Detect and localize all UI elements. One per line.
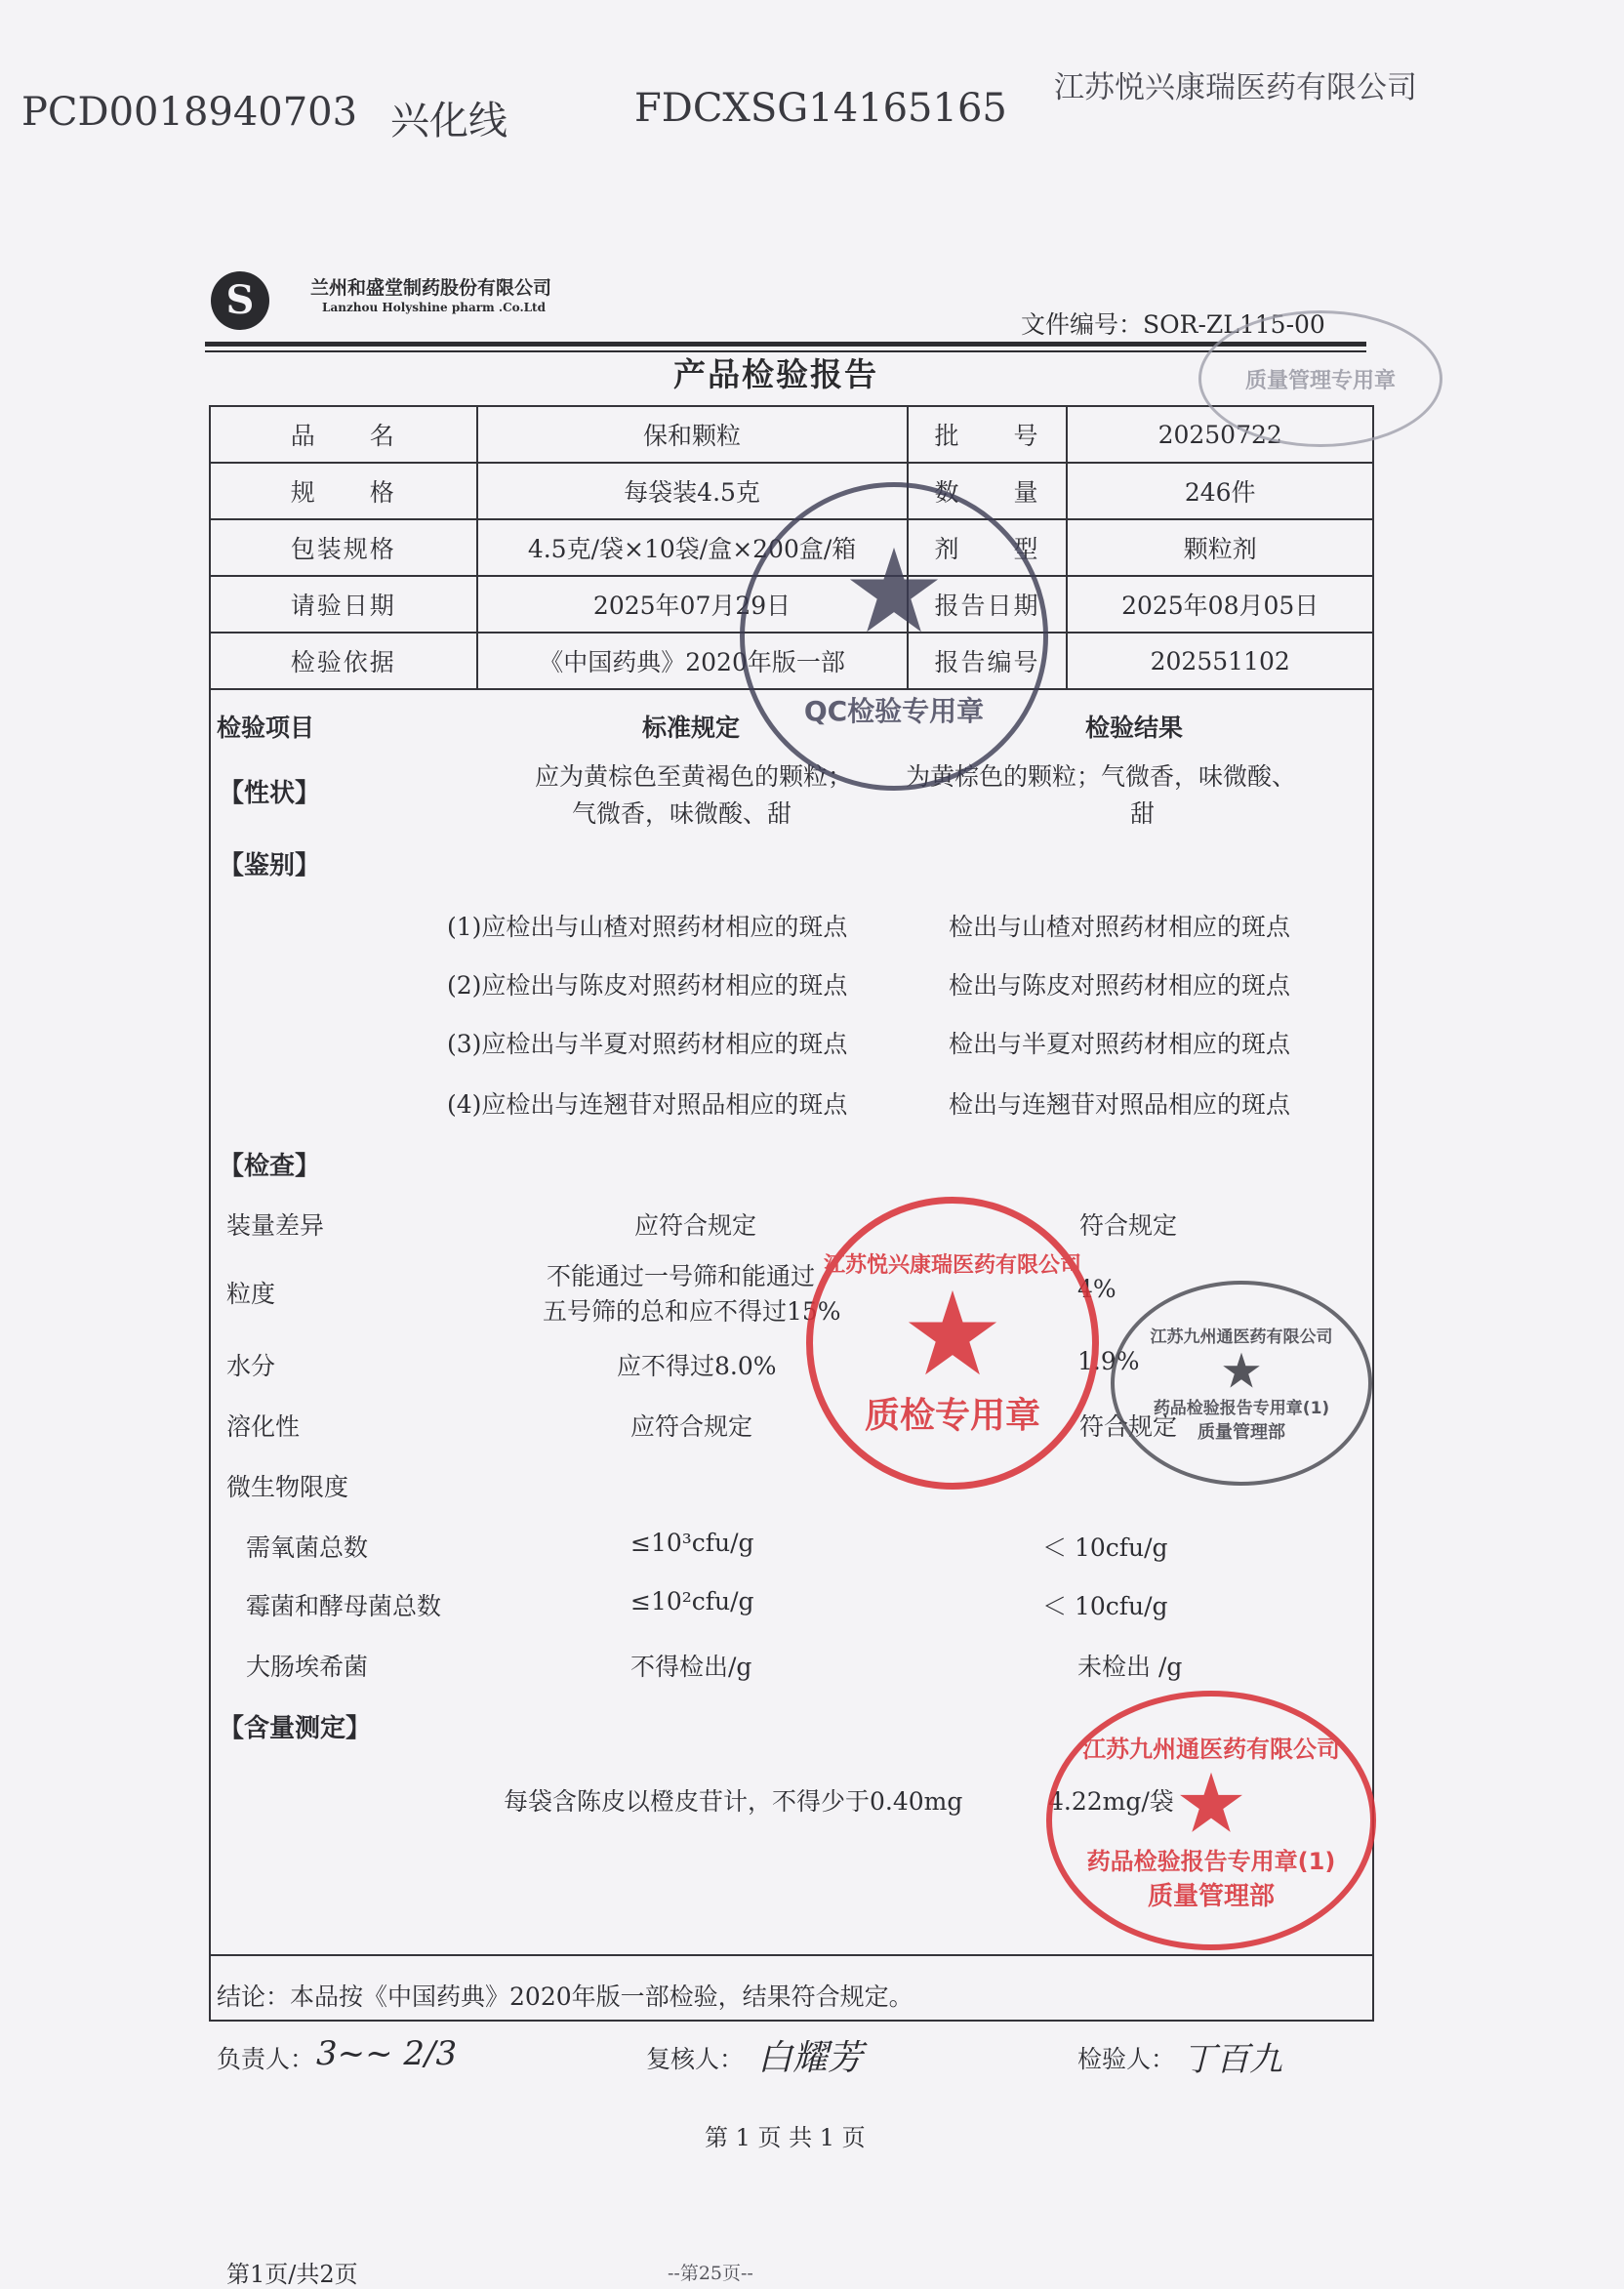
label-report-no: 报告编号: [908, 633, 1068, 689]
assay-std: 每袋含陈皮以橙皮苷计，不得少于0.40mg: [504, 1787, 963, 1816]
mold-name: 霉菌和酵母菌总数: [246, 1592, 442, 1620]
label-product-name: 品 名: [210, 406, 477, 463]
ecoli-std: 不得检出/g: [630, 1653, 752, 1681]
document-number: 文件编号：SOR-ZL115-00: [1021, 310, 1325, 339]
ident-res-2: 检出与陈皮对照药材相应的斑点: [949, 971, 1291, 1000]
red-report-stamp-mid-text: 药品检验报告专用章(1): [1086, 1847, 1336, 1875]
reviewer-signature: 白耀芳: [757, 2038, 864, 2078]
gray-report-stamp: [1111, 1281, 1372, 1486]
fill-variation-result: 符合规定: [1079, 1211, 1178, 1240]
ident-res-3: 检出与半夏对照药材相应的斑点: [949, 1030, 1291, 1058]
ecoli-result: 未检出 /g: [1077, 1653, 1183, 1681]
gray-report-stamp-bottom-text: 质量管理部: [1198, 1422, 1285, 1443]
moisture-std: 应不得过8.0%: [617, 1352, 777, 1380]
value-spec: 每袋装4.5克: [477, 463, 908, 519]
solubility-result: 符合规定: [1079, 1412, 1178, 1441]
section-assay: 【含量测定】: [219, 1714, 372, 1743]
label-spec: 规 格: [210, 463, 477, 519]
ident-std-2: (2)应检出与陈皮对照药材相应的斑点: [447, 971, 848, 1000]
header-rule-thick: [205, 342, 1366, 347]
label-report-date: 报告日期: [908, 576, 1068, 633]
value-dosage-form: 颗粒剂: [1067, 519, 1373, 576]
maker-name-en: Lanzhou Holyshine pharm .Co.Ltd: [322, 301, 546, 314]
star-icon: [1222, 1351, 1261, 1390]
assay-result: 4.22mg/袋: [1048, 1787, 1174, 1816]
solubility-std: 应符合规定: [630, 1412, 753, 1441]
qc-inspection-stamp: [740, 482, 1048, 791]
inspector-label: 检验人：: [1077, 2045, 1176, 2073]
granularity-std-line2: 五号筛的总和应不得过15%: [543, 1297, 841, 1326]
red-company-stamp-bottom-text: 质检专用章: [864, 1396, 1040, 1436]
value-batch-no: 20250722: [1067, 406, 1373, 463]
aerobic-result: ＜ 10cfu/g: [1042, 1533, 1168, 1562]
conclusion-text: 结论：本品按《中国药典》2020年版一部检验，结果符合规定。: [217, 1982, 914, 2011]
red-report-stamp-top-text: 江苏九州通医药有限公司: [1082, 1735, 1340, 1763]
granularity-name: 粒度: [226, 1280, 276, 1308]
label-basis: 检验依据: [210, 633, 477, 689]
section-appearance: 【性状】: [219, 779, 321, 808]
label-quantity: 数 量: [908, 463, 1068, 519]
ident-res-4: 检出与连翘苷对照品相应的斑点: [949, 1090, 1291, 1119]
granularity-result: 4%: [1077, 1275, 1116, 1303]
ecoli-name: 大肠埃希菌: [246, 1653, 369, 1681]
ident-std-3: (3)应检出与半夏对照药材相应的斑点: [447, 1030, 848, 1058]
col-header-standard: 标准规定: [642, 714, 741, 742]
microbial-name: 微生物限度: [226, 1473, 349, 1501]
solubility-name: 溶化性: [226, 1412, 301, 1441]
value-report-no: 202551102: [1067, 633, 1373, 689]
ident-std-1: (1)应检出与山楂对照药材相应的斑点: [447, 913, 848, 941]
responsible-label: 负责人：: [217, 2045, 315, 2073]
moisture-result: 1.9%: [1077, 1347, 1140, 1375]
company-logo: S: [211, 271, 269, 330]
value-quantity: 246件: [1067, 463, 1373, 519]
label-batch-no: 批 号: [908, 406, 1068, 463]
row-product-name: [210, 406, 1373, 463]
section-inspection: 【检查】: [219, 1152, 321, 1181]
responsible-signature: 3~~ 2/3: [316, 2034, 458, 2073]
value-basis: 《中国药典》2020年版一部: [477, 633, 908, 689]
fill-variation-std: 应符合规定: [634, 1211, 757, 1240]
col-header-result: 检验结果: [1085, 714, 1184, 742]
star-icon: [906, 1287, 999, 1380]
value-packing: 4.5克/袋×10袋/盒×200盒/箱: [477, 519, 908, 576]
value-report-date: 2025年08月05日: [1067, 576, 1373, 633]
granularity-std-line1: 不能通过一号筛和能通过: [547, 1262, 816, 1290]
red-company-stamp: [806, 1197, 1099, 1490]
label-request-date: 请验日期: [210, 576, 477, 633]
fill-variation-name: 装量差异: [226, 1211, 325, 1240]
appearance-result-line2: 甜: [1130, 799, 1156, 828]
label-dosage-form: 剂 型: [908, 519, 1068, 576]
appearance-std-line2: 气微香，味微酸、甜: [572, 799, 792, 828]
col-header-item: 检验项目: [217, 714, 315, 742]
inspector-signature: 丁百九: [1183, 2040, 1282, 2079]
ident-res-1: 检出与山楂对照药材相应的斑点: [949, 913, 1291, 941]
code-fdc: FDCXSG14165165: [634, 86, 1007, 131]
red-report-stamp-bottom-text: 质量管理部: [1147, 1881, 1275, 1911]
page-number-outer: 第1页/共2页: [226, 2261, 358, 2288]
appearance-std-line1: 应为黄棕色至黄褐色的颗粒；: [535, 762, 853, 791]
gray-report-stamp-mid-text: 药品检验报告专用章(1): [1153, 1399, 1330, 1418]
qc-inspection-stamp-text: QC检验专用章: [803, 695, 985, 727]
star-icon: [1178, 1770, 1244, 1836]
mold-std: ≤10²cfu/g: [630, 1587, 754, 1615]
red-company-stamp-top-text: 江苏悦兴康瑞医药有限公司: [823, 1253, 1081, 1278]
mold-result: ＜ 10cfu/g: [1042, 1592, 1168, 1620]
company-name: 江苏悦兴康瑞医药有限公司: [1054, 70, 1417, 105]
report-title: 产品检验报告: [673, 355, 878, 393]
row-spec: [210, 463, 1373, 519]
reviewer-label: 复核人：: [646, 2045, 745, 2073]
star-icon: [847, 544, 941, 637]
moisture-name: 水分: [226, 1352, 276, 1380]
maker-name-cn: 兰州和盛堂制药股份有限公司: [310, 277, 552, 299]
line-name: 兴化线: [390, 99, 508, 143]
red-report-stamp: [1046, 1691, 1376, 1950]
section-identification: 【鉴别】: [219, 851, 321, 880]
gray-report-stamp-top-text: 江苏九州通医药有限公司: [1150, 1328, 1333, 1347]
label-packing: 包装规格: [210, 519, 477, 576]
value-request-date: 2025年07月29日: [477, 576, 908, 633]
value-product-name: 保和颗粒: [477, 406, 908, 463]
aerobic-name: 需氧菌总数: [246, 1533, 369, 1562]
code-pcd: PCD0018940703: [21, 90, 358, 135]
page-number-inner: 第 1 页 共 1 页: [705, 2124, 866, 2151]
conclusion-divider: [209, 1954, 1374, 1956]
qc-stamp-top-right-text: 质量管理专用章: [1244, 368, 1396, 393]
qc-stamp-top-right: [1198, 310, 1442, 447]
ident-std-4: (4)应检出与连翘苷对照品相应的斑点: [447, 1090, 848, 1119]
appearance-result-line1: 为黄棕色的颗粒；气微香，味微酸、: [906, 762, 1297, 791]
aerobic-std: ≤10³cfu/g: [630, 1529, 754, 1557]
page-sequence: --第25页--: [668, 2263, 753, 2284]
